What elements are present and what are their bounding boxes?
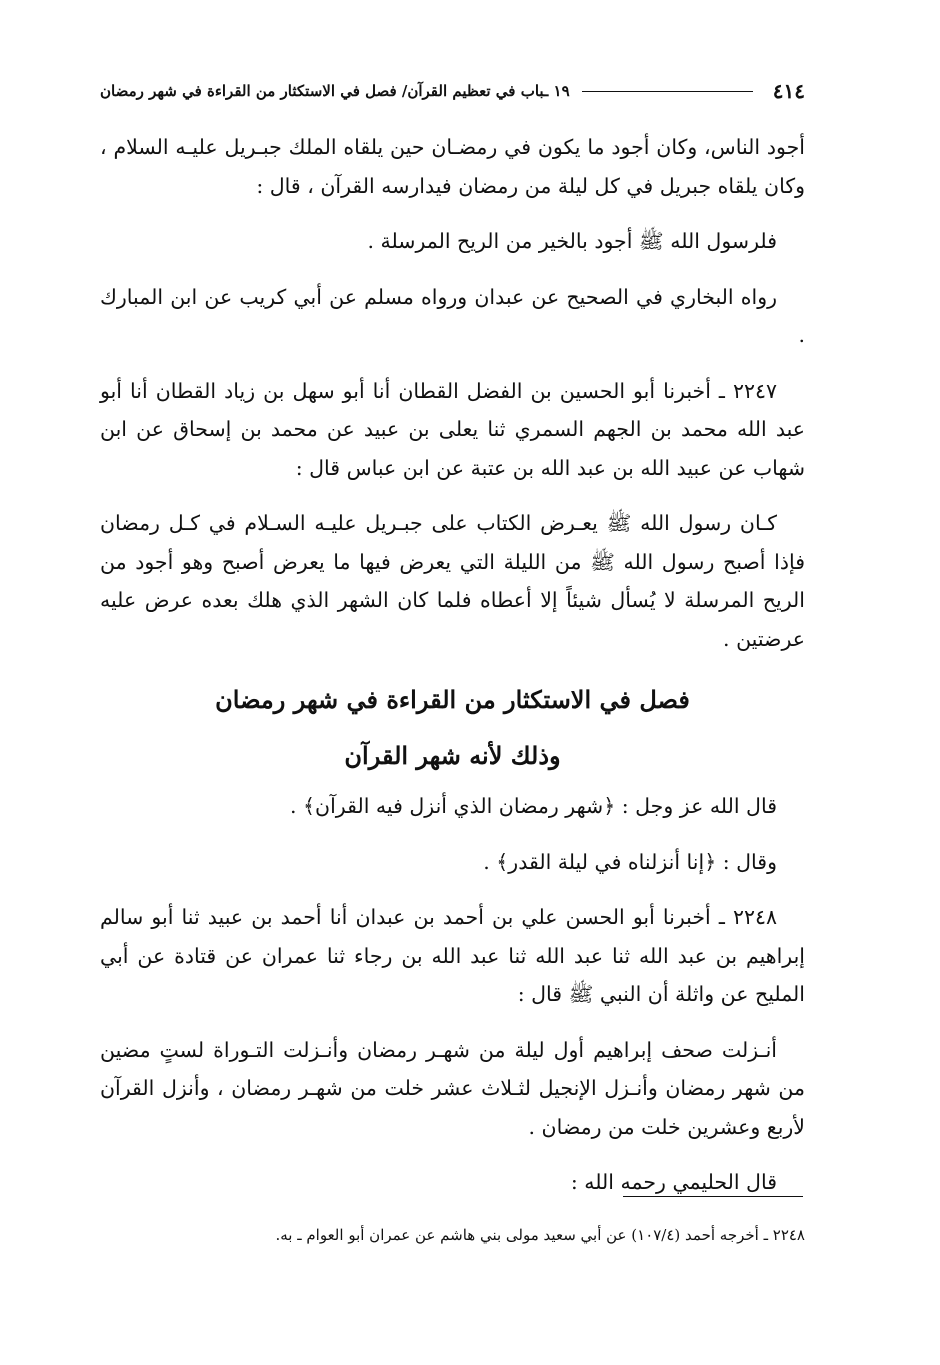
hadith-2247-isnad: ٢٢٤٧ ـ أخبرنا أبو الحسين بن الفضل القطان أنا أبو سهل بن زياد القطان أنا أبو عبد الله محمد بن الجهم السمري ثنا يعلى بن عبيد عن محمد بن إسحاق عن ابن شهاب عن عبيد الله بن عبد الله بن عتبة عن ابن عباس قال : <box>100 378 805 480</box>
hadith-2247-matn: كـان رسول الله ﷺ يعـرض الكتاب على جبـريل عليـه السـلام في كـل رمضان فإذا أصبح رسول الله ﷺ من الليلة التي يعرض فيها ما يعرض أصبح وهو أجود من الريح المرسلة لا يُسأل شيئاً إلا أعطاه فلما كان الشهر الذي هلك بعده عرض عليه عرضتين . <box>100 511 805 651</box>
footnote-rule <box>623 1196 803 1197</box>
hadith-2248-isnad: ٢٢٤٨ ـ أخبرنا أبو الحسن علي بن أحمد بن عبدان أنا أحمد بن عبيد ثنا أبو سالم إبراهيم بن عبد الله ثنا عبد الله ثنا عبد الله بن رجاء ثنا عمران عن قتادة عن أبي المليح عن واثلة أن النبي ﷺ قال : <box>100 905 805 1006</box>
page-header <box>100 78 805 104</box>
paragraph: قال الحليمي رحمه الله : <box>570 1170 777 1194</box>
hadith-2248-matn: أنـزلت صحف إبراهيم أول ليلة من شهـر رمضان وأنـزلت التـوراة لستٍ مضين من شهر رمضان وأنـزل الإنجيل لثـلاث عشر خلت من شهـر رمضان ، وأنزل القرآن لأربع وعشرين خلت من رمضان . <box>100 1037 805 1139</box>
footnote: ٢٢٤٨ ـ أخرجه أحمد (١٠٧/٤) عن أبي سعيد مولى بني هاشم عن عمران أبو العوام ـ به. <box>275 1226 805 1244</box>
main-text <box>100 128 805 1219</box>
page-number: ٤١٤ <box>772 79 805 103</box>
section-heading-line1: فصل في الاستكثار من القراءة في شهر رمضان <box>215 685 690 714</box>
paragraph: قال الله عز وجل : ﴿شهر رمضان الذي أنزل فيه القرآن﴾ . <box>289 794 777 818</box>
header-rule <box>582 91 753 92</box>
paragraph: فلرسول الله ﷺ أجود بالخير من الريح المرسلة . <box>367 229 777 253</box>
paragraph: وقال : ﴿إنا أنزلناه في ليلة القدر﴾ . <box>483 849 777 874</box>
running-title: ١٩ ـباب في تعظيم القرآن/ فصل في الاستكثار من القراءة في شهر رمضان <box>100 82 570 100</box>
section-heading-line2: وذلك لأنه شهر القرآن <box>344 741 561 770</box>
paragraph: رواه البخاري في الصحيح عن عبدان ورواه مسلم عن أبي كريب عن ابن المبارك . <box>100 284 805 347</box>
paragraph: أجود الناس، وكان أجود ما يكون في رمضـان حين يلقاه الملك جبـريل عليـه السلام ، وكان يلقاه جبريل في كل ليلة من رمضان فيدارسه القرآن ، قال : <box>100 135 805 198</box>
